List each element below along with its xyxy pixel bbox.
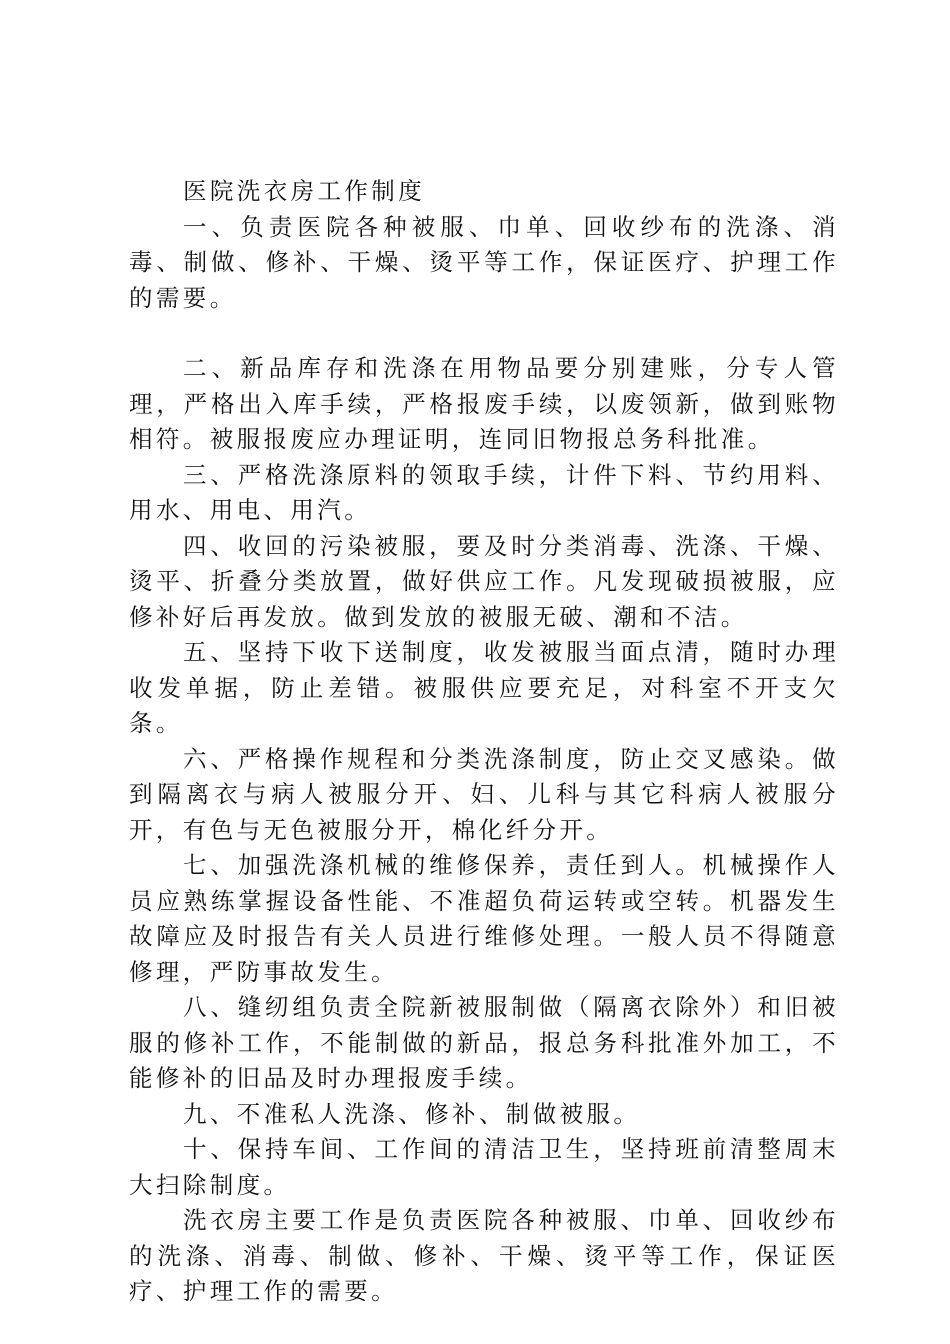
paragraph-7: 七、加强洗涤机械的维修保养，责任到人。机械操作人员应熟练掌握设备性能、不准超负荷运转或空转。机器发生故障应及时报告有关人员进行维修处理。一般人员不得随意修理，严防事故发生。 <box>129 851 839 986</box>
paragraph-1: 一、负责医院各种被服、巾单、回收纱布的洗涤、消毒、制做、修补、干燥、烫平等工作，保证医疗、护理工作的需要。 <box>129 212 839 312</box>
paragraph-2: 二、新品库存和洗涤在用物品要分别建账，分专人管理，严格出入库手续，严格报废手续，以废领新，做到账物相符。被服报废应办理证明，连同旧物报总务科批准。 <box>129 354 839 453</box>
summary-paragraph: 洗衣房主要工作是负责医院各种被服、巾单、回收纱布的洗涤、消毒、制做、修补、干燥、烫平等工作，保证医疗、护理工作的需要。 <box>129 1206 839 1305</box>
paragraph-9: 九、不准私人洗涤、修补、制做被服。 <box>183 1099 641 1128</box>
document-page <box>129 174 839 1310</box>
paragraph-8: 八、缝纫组负责全院新被服制做（隔离衣除外）和旧被服的修补工作，不能制做的新品，报总务科批准外加工，不能修补的旧品及时办理报废手续。 <box>129 993 839 1092</box>
document-title: 医院洗衣房工作制度 <box>183 177 426 205</box>
paragraph-3: 三、严格洗涤原料的领取手续，计件下料、节约用料、用水、用电、用汽。 <box>129 460 839 524</box>
paragraph-4: 四、收回的污染被服，要及时分类消毒、洗涤、干燥、烫平、折叠分类放置，做好供应工作。凡发现破损被服，应修补好后再发放。做到发放的被服无破、潮和不洁。 <box>129 531 839 631</box>
paragraph-5: 五、坚持下收下送制度，收发被服当面点清，随时办理收发单据，防止差错。被服供应要充足，对科室不开支欠条。 <box>129 638 839 737</box>
paragraph-10: 十、保持车间、工作间的清洁卫生，坚持班前清整周末大扫除制度。 <box>129 1135 839 1199</box>
paragraph-6: 六、严格操作规程和分类洗涤制度，防止交叉感染。做到隔离衣与病人被服分开、妇、儿科与其它科病人被服分开，有色与无色被服分开，棉化纤分开。 <box>129 744 839 844</box>
